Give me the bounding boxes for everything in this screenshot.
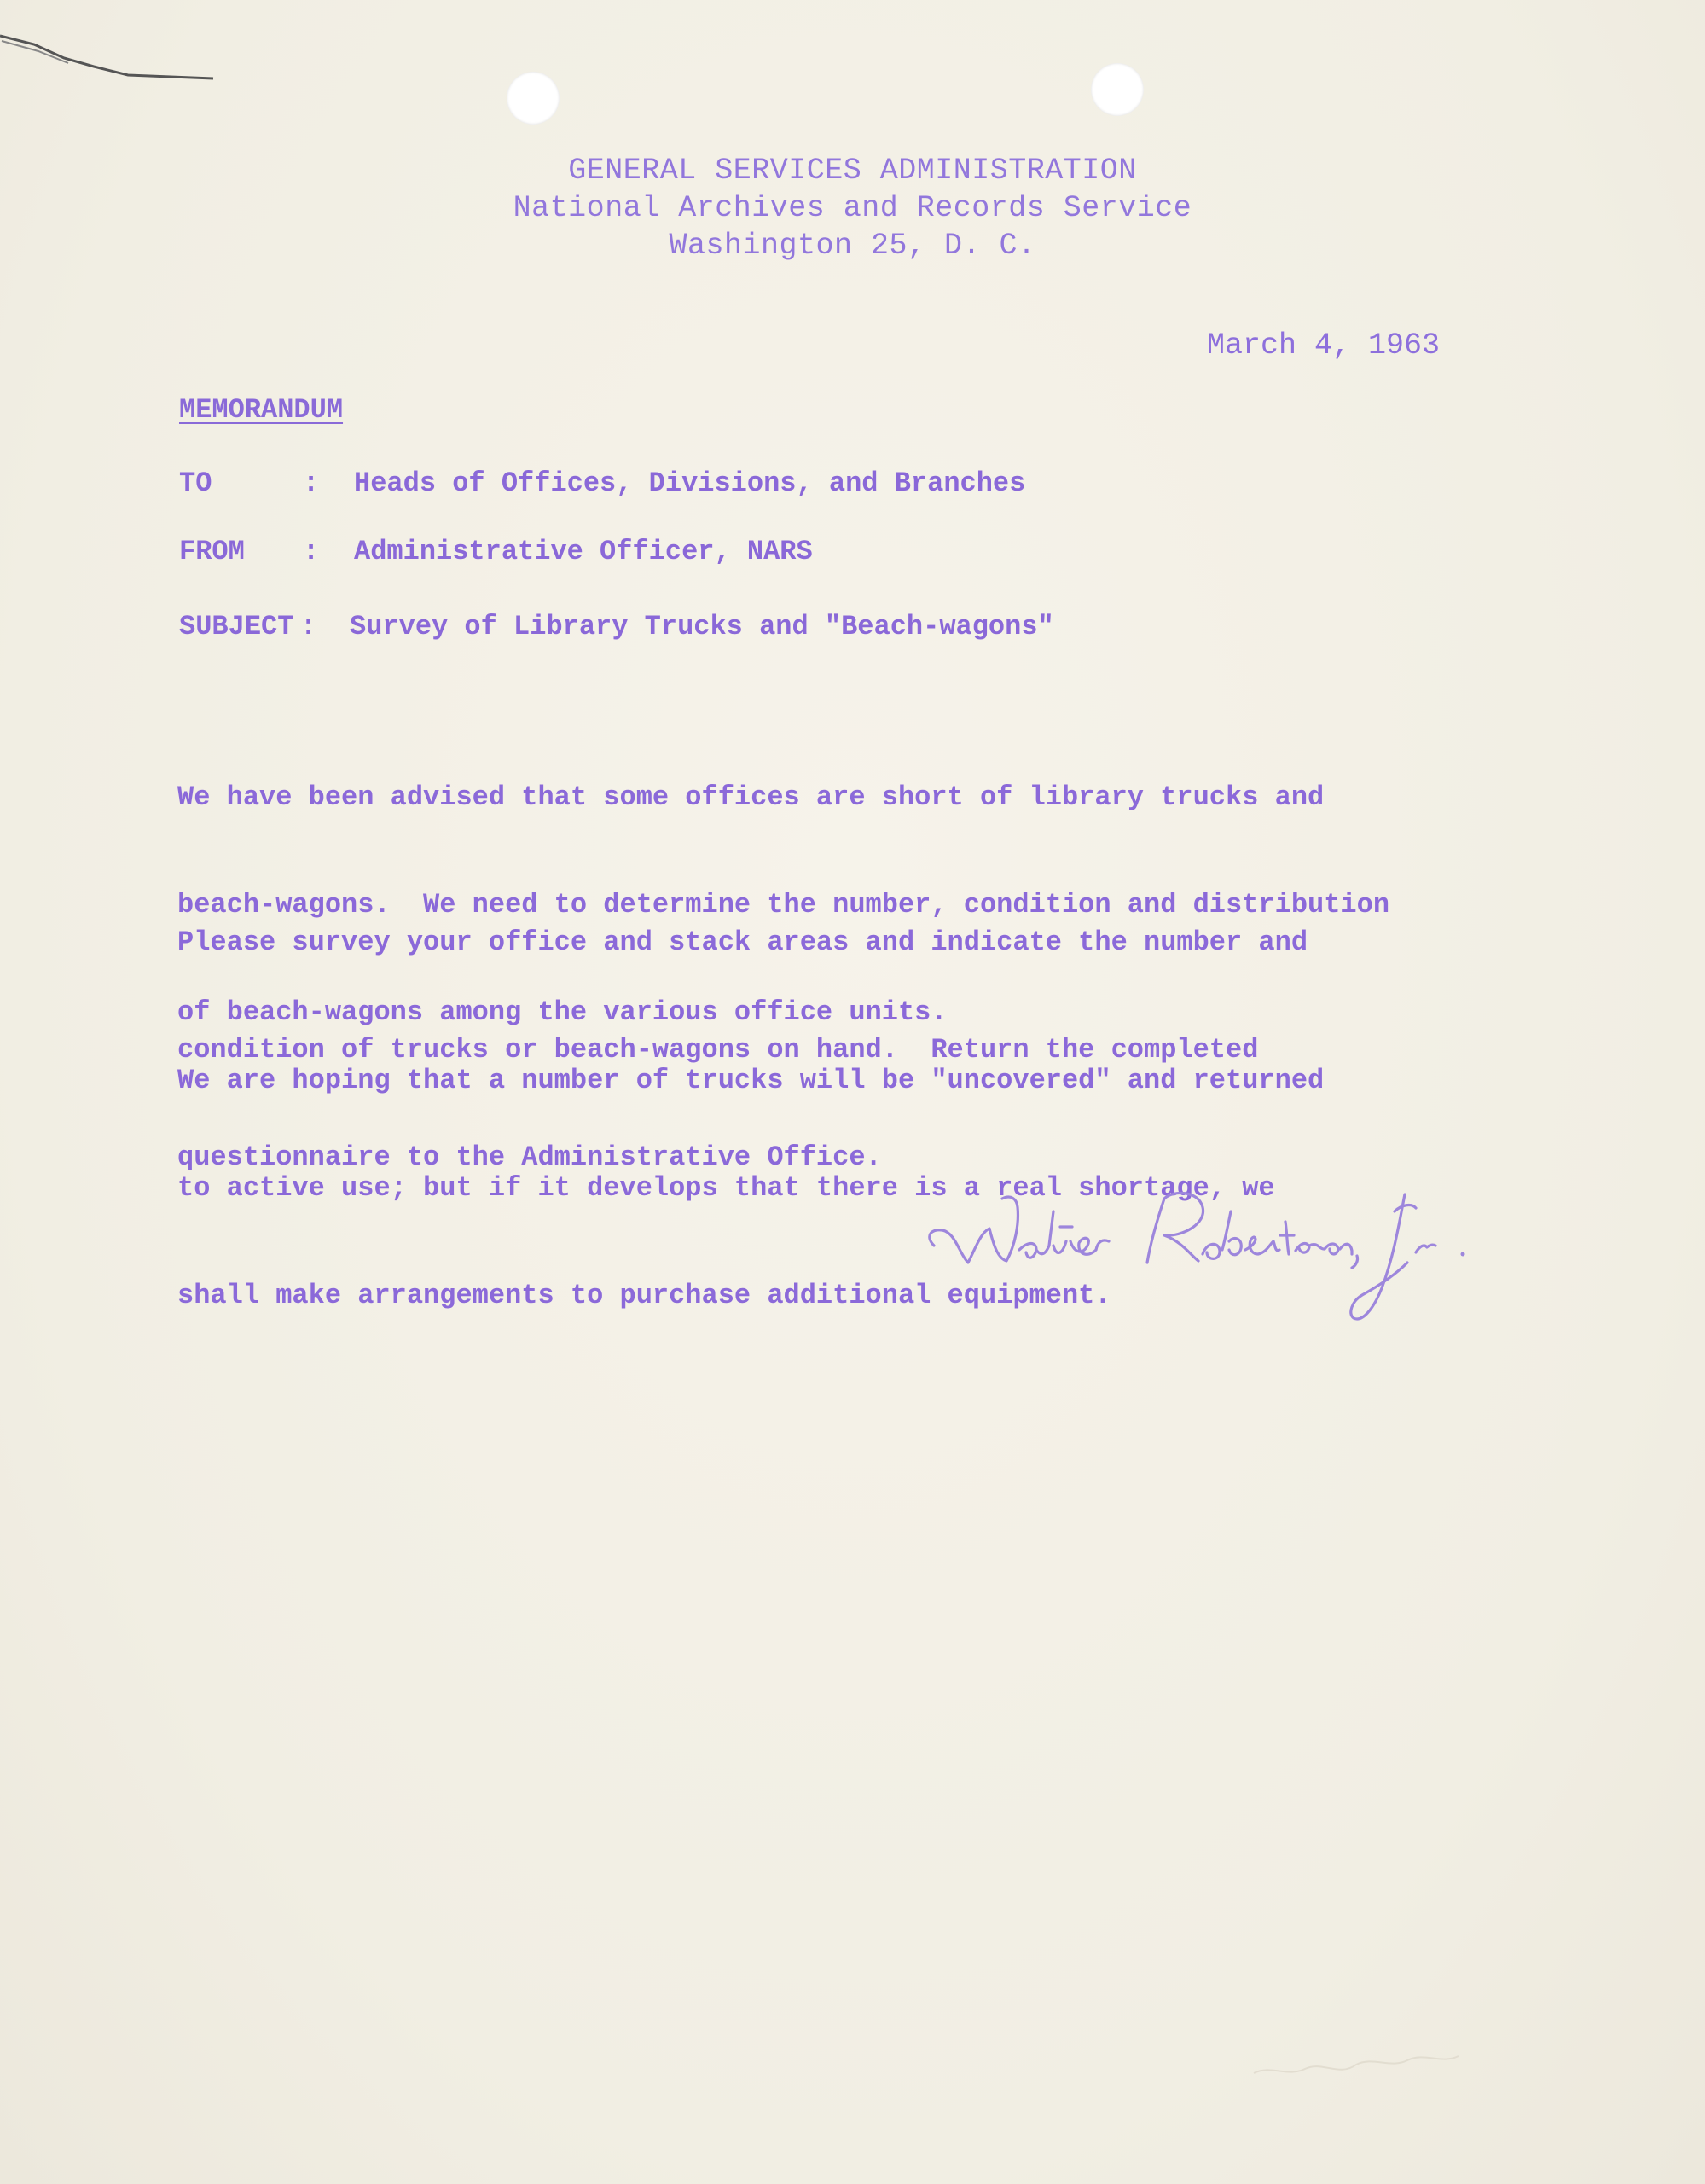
paragraph-line: We are hoping that a number of trucks will be "uncovered" and returned <box>177 1065 1325 1096</box>
staple-mark <box>0 26 222 85</box>
from-field <box>179 536 813 567</box>
punch-hole-left <box>507 72 560 125</box>
letterhead-agency: GENERAL SERVICES ADMINISTRATION <box>568 154 1137 188</box>
from-label: FROM <box>179 536 245 567</box>
handwritten-signature <box>917 1160 1480 1365</box>
paragraph-line: condition of trucks or beach-wagons on hand. Return the completed <box>177 1034 1259 1066</box>
faint-pencil-mark <box>1245 2030 1484 2099</box>
to-colon: : <box>303 468 320 499</box>
to-label: TO <box>179 468 212 499</box>
paragraph-line: to active use; but if it develops that there is a real shortage, we <box>177 1172 1275 1204</box>
subject-field: SUBJECT : Survey of Library Trucks and "Beach-wagons" <box>179 611 1054 642</box>
letterhead-address: Washington 25, D. C. <box>669 229 1036 263</box>
letterhead <box>0 152 1705 264</box>
paragraph-line: We have been advised that some offices are short of library trucks and <box>177 781 1325 813</box>
paragraph-line: shall make arrangements to purchase additional equipment. <box>177 1280 1111 1311</box>
from-colon: : <box>303 536 320 567</box>
punch-hole-right <box>1091 63 1144 116</box>
memorandum-heading: MEMORANDUM <box>179 394 344 426</box>
paragraph-line: of beach-wagons among the various office units. <box>177 996 948 1028</box>
from-value: Administrative Officer, NARS <box>354 536 813 567</box>
subject-value: Survey of Library Trucks and "Beach-wagons" <box>350 611 1054 642</box>
letterhead-service: National Archives and Records Service <box>513 191 1192 225</box>
memo-date: March 4, 1963 <box>1207 328 1441 363</box>
subject-label: SUBJECT <box>179 611 294 642</box>
paragraph-line: Please survey your office and stack areas and indicate the number and <box>177 926 1308 958</box>
to-field <box>179 468 1025 499</box>
paragraph-line: beach-wagons. We need to determine the number, condition and distribution <box>177 889 1390 921</box>
paragraph-line: questionnaire to the Administrative Office. <box>177 1141 882 1173</box>
to-value: Heads of Offices, Divisions, and Branches <box>354 468 1026 499</box>
